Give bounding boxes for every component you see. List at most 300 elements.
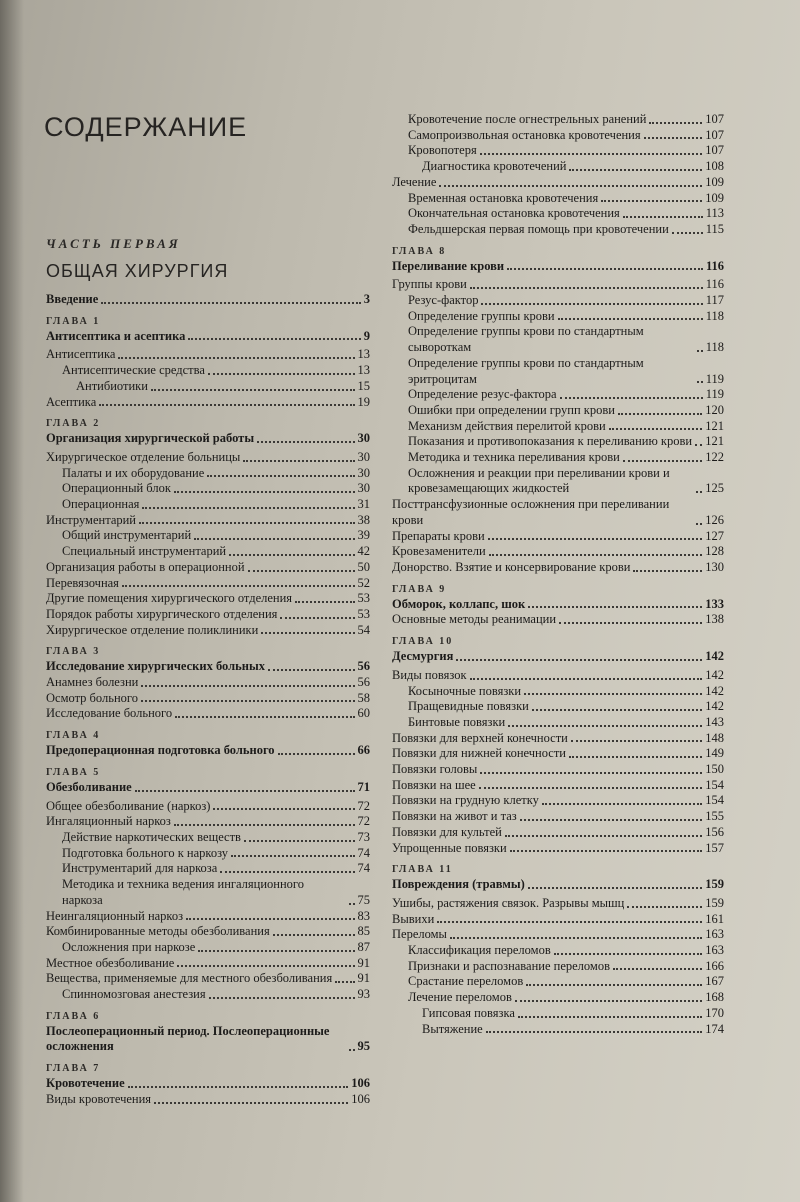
dot-leader [479, 787, 703, 789]
toc-entry-page: 154 [705, 793, 724, 808]
toc-entry[interactable] [46, 706, 370, 722]
dot-leader [154, 1102, 348, 1104]
dot-leader [470, 678, 703, 680]
toc-entry-title: Препараты крови [392, 528, 485, 543]
dot-leader [273, 934, 355, 936]
toc-entry[interactable] [392, 434, 724, 450]
dot-leader [571, 740, 702, 742]
toc-entry-title: Осмотр больного [46, 690, 138, 705]
dot-leader [220, 871, 354, 873]
toc-entry-page: 30 [357, 465, 370, 480]
toc-entry[interactable] [46, 861, 370, 877]
toc-entry-page: 85 [357, 924, 370, 939]
toc-entry-page: 93 [357, 987, 370, 1002]
toc-entry-page: 130 [705, 559, 724, 574]
dot-leader [177, 965, 354, 967]
toc-entry-page: 83 [357, 908, 370, 923]
toc-entry-title: Антисептические средства [62, 363, 205, 378]
dot-leader [559, 622, 702, 624]
toc-entry[interactable] [46, 1024, 370, 1055]
toc-entry-page: 31 [357, 497, 370, 512]
dot-leader [280, 617, 354, 619]
toc-entry-page: 120 [705, 402, 724, 417]
dot-leader [644, 137, 703, 139]
toc-entry-title: Местное обезболивание [46, 955, 175, 970]
dot-leader [122, 585, 355, 587]
toc-entry[interactable] [392, 597, 724, 613]
toc-entry[interactable] [392, 841, 724, 857]
toc-entry[interactable] [392, 731, 724, 747]
toc-entry-title: Диагностика кровотечений [422, 159, 567, 174]
toc-entry-title: Инструментарий [46, 512, 136, 527]
dot-leader [231, 855, 355, 857]
dot-leader [209, 997, 355, 999]
toc-entry-title: Исследование хирургических больных [46, 659, 265, 674]
toc-entry-title: Резус-фактор [408, 293, 479, 308]
toc-entry[interactable] [46, 956, 370, 972]
toc-entry[interactable] [46, 830, 370, 846]
toc-entry[interactable] [46, 691, 370, 707]
dot-leader [488, 538, 703, 540]
toc-entry-title: Ушибы, растяжения связок. Разрывы мышц [392, 895, 625, 910]
toc-entry[interactable] [46, 799, 370, 815]
toc-entry-title: Кровотечение [46, 1076, 125, 1091]
dot-leader [554, 953, 703, 955]
dot-leader [508, 725, 702, 727]
toc-entry-page: 116 [705, 258, 724, 273]
toc-entry-title: Антисептика [46, 347, 116, 362]
toc-entry[interactable] [46, 450, 370, 466]
toc-entry-page: 13 [357, 363, 370, 378]
dot-leader [507, 268, 703, 270]
toc-entry-page: 159 [705, 877, 724, 892]
toc-entry[interactable] [46, 846, 370, 862]
toc-entry[interactable] [392, 309, 724, 325]
toc-entry[interactable] [46, 877, 370, 908]
toc-entry[interactable] [392, 529, 724, 545]
toc-entry-page: 121 [705, 418, 724, 433]
toc-entry-page: 106 [351, 1076, 370, 1091]
toc-entry-page: 50 [357, 559, 370, 574]
dot-leader [243, 460, 354, 462]
toc-entry[interactable] [46, 347, 370, 363]
dot-leader [623, 460, 702, 462]
dot-leader [505, 835, 702, 837]
toc-entry-title: Кровопотеря [408, 143, 477, 158]
toc-entry[interactable] [46, 1092, 370, 1108]
toc-entry-title: Операционная [62, 497, 140, 512]
toc-entry-title: Асептика [46, 394, 97, 409]
toc-entry-page: 73 [357, 829, 370, 844]
toc-entry[interactable] [392, 912, 724, 928]
toc-entry[interactable] [392, 112, 724, 128]
toc-entry-page: 115 [705, 221, 724, 236]
toc-entry[interactable] [392, 927, 724, 943]
toc-entry-title: Показания и противопоказания к переливанию крови [408, 434, 693, 449]
dot-leader [524, 693, 702, 695]
dot-leader [335, 981, 354, 983]
toc-entry-page: 53 [357, 591, 370, 606]
toc-entry[interactable] [392, 277, 724, 293]
toc-entry-page: 54 [357, 622, 370, 637]
toc-entry-title: Окончательная остановка кровотечения [408, 206, 620, 221]
dot-leader [649, 122, 702, 124]
toc-entry[interactable] [46, 528, 370, 544]
toc-entry-title: Введение [46, 292, 99, 306]
toc-entry-title: Бинтовые повязки [408, 714, 506, 729]
toc-entry-title: Повязки на живот и таз [392, 809, 517, 824]
toc-entry[interactable] [46, 431, 370, 447]
toc-entry[interactable] [392, 544, 724, 560]
toc-entry-page: 143 [705, 714, 724, 729]
toc-entry[interactable] [392, 497, 724, 528]
toc-entry-page: 174 [705, 1021, 724, 1036]
toc-entry-title: Повязки на шее [392, 777, 476, 792]
toc-entry[interactable] [46, 924, 370, 940]
toc-entry[interactable] [392, 746, 724, 762]
dot-leader [188, 338, 360, 340]
toc-entry-page: 167 [705, 974, 724, 989]
toc-entry[interactable] [392, 450, 724, 466]
toc-entry-page: 119 [705, 387, 724, 402]
toc-entry[interactable] [46, 591, 370, 607]
toc-entry-title: Лечение переломов [408, 990, 512, 1005]
toc-entry-page: 150 [705, 762, 724, 777]
toc-entry-title: Неингаляционный наркоз [46, 908, 184, 923]
dot-leader [480, 772, 702, 774]
toc-entry[interactable] [392, 943, 724, 959]
dot-leader [295, 601, 354, 603]
toc-entry-page: 154 [705, 777, 724, 792]
dot-leader [697, 381, 703, 383]
toc-entry[interactable] [392, 191, 724, 207]
dot-leader [248, 570, 355, 572]
dot-leader [510, 850, 703, 852]
toc-entry-page: 56 [357, 659, 370, 674]
toc-entry-page: 128 [705, 544, 724, 559]
chapter-heading: ГЛАВА 7 [46, 1063, 101, 1075]
toc-entry-title: Пращевидные повязки [408, 699, 529, 714]
dot-leader [542, 803, 702, 805]
toc-entry-title: Фельдшерская первая помощь при кровотечении [408, 221, 669, 236]
toc-entry-page: 168 [705, 990, 724, 1005]
toc-entry-title: Признаки и распознавание переломов [408, 958, 610, 973]
dot-leader [257, 441, 354, 443]
dot-leader [135, 790, 355, 792]
dot-leader [569, 169, 702, 171]
dot-leader [623, 216, 703, 218]
toc-entry[interactable] [392, 403, 724, 419]
toc-entry[interactable] [392, 668, 724, 684]
toc-entry[interactable] [46, 481, 370, 497]
toc-entry[interactable] [392, 793, 724, 809]
toc-entry[interactable] [46, 292, 370, 308]
toc-entry-title: Перевязочная [46, 575, 119, 590]
toc-entry-page: 95 [357, 1039, 370, 1054]
toc-entry[interactable] [392, 715, 724, 731]
toc-entry[interactable] [46, 940, 370, 956]
toc-entry[interactable] [392, 356, 724, 387]
dot-leader [101, 302, 360, 304]
toc-entry-title: Антибиотики [76, 378, 148, 393]
dot-leader [141, 700, 355, 702]
toc-entry[interactable] [392, 466, 724, 497]
toc-entry[interactable] [392, 959, 724, 975]
toc-entry[interactable] [46, 497, 370, 513]
dot-leader [486, 1031, 703, 1033]
toc-entry-title: Подготовка больного к наркозу [62, 845, 228, 860]
toc-entry[interactable] [46, 544, 370, 560]
dot-leader [697, 350, 703, 352]
toc-entry-title: Вытяжение [422, 1021, 483, 1036]
dot-leader [229, 554, 354, 556]
dot-leader [672, 232, 703, 234]
toc-entry-page: 157 [705, 840, 724, 855]
toc-entry[interactable] [46, 659, 370, 675]
toc-entry[interactable] [392, 1006, 724, 1022]
toc-entry-title: Основные методы реанимации [392, 612, 557, 627]
toc-entry-page: 30 [357, 481, 370, 496]
toc-entry-page: 142 [705, 667, 724, 682]
dot-leader [141, 685, 354, 687]
toc-entry-page: 170 [705, 1005, 724, 1020]
toc-entry-title: Переломы [392, 927, 447, 942]
toc-entry[interactable] [46, 607, 370, 623]
toc-entry-title: Организация хирургической работы [46, 431, 255, 446]
toc-entry-page: 126 [705, 512, 724, 527]
dot-leader [520, 819, 703, 821]
toc-entry[interactable] [392, 699, 724, 715]
dot-leader [489, 554, 703, 556]
toc-entry-page: 3 [363, 292, 370, 306]
toc-entry[interactable] [392, 324, 724, 355]
dot-leader [695, 444, 702, 446]
chapter-heading: ГЛАВА 9 [392, 583, 447, 595]
toc-entry[interactable] [392, 809, 724, 825]
toc-entry[interactable] [392, 649, 724, 665]
toc-entry-title: Кровотечение после огнестрельных ранений [408, 112, 647, 126]
toc-entry-title: Хирургическое отделение больницы [46, 449, 241, 464]
toc-entry[interactable] [46, 466, 370, 482]
toc-entry-title: Гипсовая повязка [422, 1005, 515, 1020]
toc-entry[interactable] [46, 379, 370, 395]
dot-leader [558, 318, 703, 320]
toc-entry-title: Другие помещения хирургического отделения [46, 591, 293, 606]
dot-leader [278, 753, 355, 755]
toc-entry-page: 113 [705, 206, 724, 221]
toc-entry-title: Определение группы крови по стандартным сывороткам [408, 324, 644, 355]
toc-entry-page: 109 [705, 174, 724, 189]
toc-entry-title: Виды кровотечения [46, 1091, 152, 1106]
chapter-heading: ГЛАВА 3 [46, 646, 101, 658]
dot-leader [601, 200, 702, 202]
toc-entry[interactable] [392, 684, 724, 700]
chapter-heading: ГЛАВА 6 [46, 1010, 101, 1022]
dot-leader [213, 808, 354, 810]
toc-entry-page: 142 [705, 649, 724, 664]
toc-entry[interactable] [392, 293, 724, 309]
toc-entry[interactable] [392, 762, 724, 778]
toc-entry-title: Антисептика и асептика [46, 328, 186, 343]
toc-entry-title: Вывихи [392, 911, 435, 926]
toc-entry-page: 42 [357, 544, 370, 559]
toc-entry-title: Методика и техника ведения ингаляционного наркоза [62, 877, 304, 907]
toc-entry-page: 107 [705, 127, 724, 142]
toc-entry[interactable] [392, 974, 724, 990]
toc-entry-title: Косыночные повязки [408, 683, 522, 698]
toc-entry[interactable] [392, 387, 724, 403]
toc-entry-title: Действие наркотических веществ [62, 829, 241, 844]
toc-entry[interactable] [46, 971, 370, 987]
toc-entry-title: Кровезаменители [392, 544, 486, 559]
toc-entry[interactable] [392, 1022, 724, 1038]
toc-entry-page: 15 [357, 378, 370, 393]
toc-entry[interactable] [392, 825, 724, 841]
toc-entry-title: Повязки для культей [392, 824, 502, 839]
toc-entry-page: 106 [351, 1091, 370, 1106]
toc-entry-page: 133 [705, 596, 724, 611]
toc-entry[interactable] [46, 513, 370, 529]
toc-entry[interactable] [46, 329, 370, 345]
toc-entry-page: 58 [357, 690, 370, 705]
toc-entry-page: 121 [705, 434, 724, 449]
toc-entry-page: 125 [705, 481, 724, 496]
toc-entry[interactable] [46, 987, 370, 1003]
toc-entry-page: 109 [705, 190, 724, 205]
toc-entry-page: 163 [705, 943, 724, 958]
toc-entry-page: 91 [357, 955, 370, 970]
dot-leader [528, 606, 702, 608]
toc-entry-page: 119 [705, 371, 724, 386]
toc-entry-title: Организация работы в операционной [46, 559, 245, 574]
dot-leader [439, 185, 702, 187]
toc-entry-title: Спинномозговая анестезия [62, 987, 206, 1002]
dot-leader [261, 632, 354, 634]
toc-entry[interactable] [46, 743, 370, 759]
toc-entry-title: Посттрансфузионные осложнения при переливании крови [392, 497, 670, 527]
chapter-heading: ГЛАВА 2 [46, 418, 101, 430]
toc-entry-page: 66 [357, 743, 370, 758]
toc-entry-page: 72 [357, 814, 370, 829]
toc-entry[interactable] [46, 560, 370, 576]
toc-entry-title: Осложнения и реакции при переливании крови и кровезамещающих жидкостей [408, 465, 670, 496]
toc-entry-title: Упрощенные повязки [392, 840, 507, 855]
dot-leader [151, 389, 355, 391]
chapter-heading: ГЛАВА 8 [392, 245, 447, 257]
toc-entry-page: 60 [357, 706, 370, 721]
toc-entry-title: Десмургия [392, 649, 454, 664]
dot-leader [526, 984, 702, 986]
dot-leader [481, 303, 702, 305]
dot-leader [186, 918, 354, 920]
toc-entry[interactable] [392, 419, 724, 435]
dot-leader [174, 491, 355, 493]
dot-leader [569, 756, 702, 758]
toc-entry-page: 107 [705, 143, 724, 158]
page-shadow [0, 0, 24, 1202]
toc-entry[interactable] [46, 576, 370, 592]
toc-entry-page: 108 [705, 159, 724, 174]
toc-entry-page: 74 [357, 845, 370, 860]
toc-entry-title: Инструментарий для наркоза [62, 861, 218, 876]
toc-entry-title: Лечение [392, 174, 437, 189]
dot-leader [349, 1049, 355, 1051]
part-title: ОБЩАЯ ХИРУРГИЯ [46, 261, 229, 281]
toc-entry[interactable] [46, 909, 370, 925]
toc-entry[interactable] [46, 814, 370, 830]
toc-entry[interactable] [46, 623, 370, 639]
toc-entry-page: 72 [357, 798, 370, 813]
toc-entry-title: Временная остановка кровотечения [408, 190, 599, 205]
toc-entry-title: Послеоперационный период. Послеоперационные осложнения [46, 1023, 330, 1054]
dot-leader [618, 413, 702, 415]
dot-leader [198, 950, 354, 952]
toc-entry[interactable] [392, 896, 724, 912]
toc-entry[interactable] [46, 1076, 370, 1092]
toc-entry[interactable] [392, 877, 724, 893]
toc-entry-title: Обезболивание [46, 779, 132, 794]
toc-entry[interactable] [392, 128, 724, 144]
toc-entry-page: 142 [705, 699, 724, 714]
toc-entry-page: 53 [357, 606, 370, 621]
toc-entry-page: 75 [357, 892, 370, 907]
toc-entry-title: Специальный инструментарий [62, 544, 227, 559]
dot-leader [142, 507, 354, 509]
toc-entry[interactable] [46, 780, 370, 796]
toc-entry[interactable] [46, 363, 370, 379]
chapter-heading: ГЛАВА 10 [392, 636, 454, 648]
dot-leader [627, 906, 702, 908]
dot-leader [696, 523, 702, 525]
toc-entry-title: Повязки для верхней конечности [392, 730, 568, 745]
toc-entry[interactable] [392, 778, 724, 794]
toc-entry[interactable] [392, 159, 724, 175]
toc-entry[interactable] [392, 222, 724, 238]
toc-entry-page: 159 [705, 895, 724, 910]
dot-leader [208, 373, 355, 375]
toc-left-column [46, 292, 370, 1108]
toc-entry[interactable] [392, 259, 724, 275]
toc-entry[interactable] [46, 675, 370, 691]
toc-entry[interactable] [392, 143, 724, 159]
toc-entry-page: 161 [705, 911, 724, 926]
toc-entry-page: 87 [357, 939, 370, 954]
toc-entry-page: 52 [357, 575, 370, 590]
toc-entry-title: Исследование больного [46, 706, 173, 721]
toc-entry-page: 107 [705, 112, 724, 126]
toc-entry[interactable] [392, 990, 724, 1006]
dot-leader [633, 570, 702, 572]
toc-entry-title: Донорство. Взятие и консервирование крови [392, 559, 631, 574]
toc-entry-title: Самопроизвольная остановка кровотечения [408, 127, 641, 142]
toc-entry-title: Срастание переломов [408, 974, 524, 989]
toc-entry[interactable] [392, 206, 724, 222]
toc-entry-page: 74 [357, 861, 370, 876]
chapter-heading: ГЛАВА 4 [46, 730, 101, 742]
toc-entry-page: 166 [705, 958, 724, 973]
toc-entry[interactable] [392, 175, 724, 191]
toc-entry[interactable] [392, 560, 724, 576]
toc-entry-title: Повязки на грудную клетку [392, 793, 539, 808]
dot-leader [118, 357, 354, 359]
toc-entry-page: 13 [357, 347, 370, 362]
toc-entry[interactable] [46, 395, 370, 411]
toc-entry-page: 71 [357, 779, 370, 794]
toc-entry-title: Определение резус-фактора [408, 387, 557, 402]
toc-entry[interactable] [392, 612, 724, 628]
toc-entry-page: 30 [357, 449, 370, 464]
toc-entry-page: 91 [357, 971, 370, 986]
